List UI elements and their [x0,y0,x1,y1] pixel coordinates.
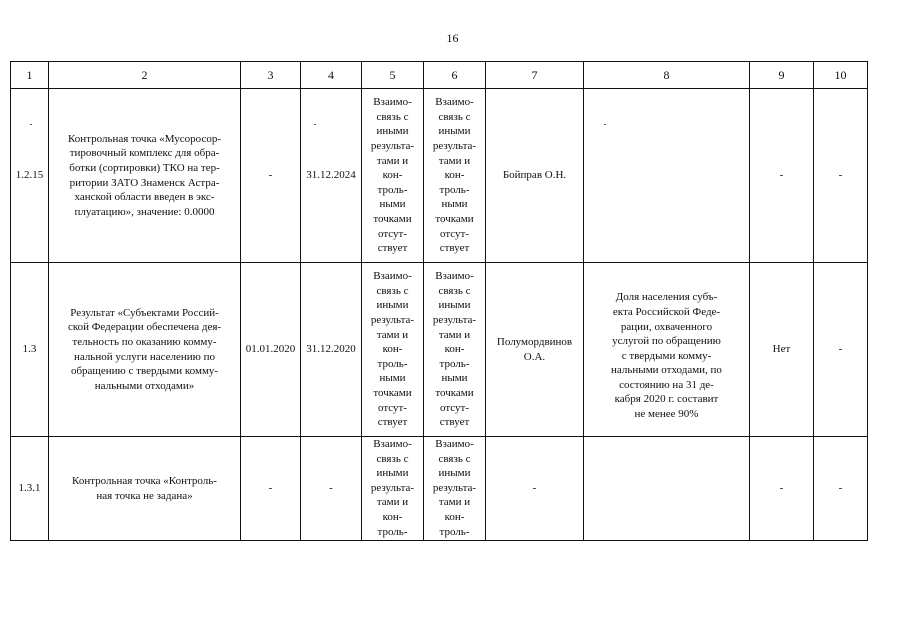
column-header: 4 [301,62,362,89]
end-date: 31.12.2024 [301,89,362,263]
scan-speck [30,124,32,125]
scan-speck [604,124,606,125]
relation-text: Взаимо- связь с иными результа- тами и кон- троль- [432,438,477,538]
page-number: 16 [446,31,459,45]
table-row [11,437,868,541]
relation-text: Взаимо- связь с иными результа- тами и кон- троль- ными точками отсут- ствует [370,96,415,255]
row-number: 1.3.1 [11,437,49,541]
row-description [49,263,241,437]
responsible-person [486,89,584,263]
row-number: 1.2.15 [11,89,49,263]
column-header: 1 [11,62,49,89]
responsible-text: Бойправ О.Н. [502,169,567,182]
row-description-text: Контрольная точка «Контроль- ная точка не задана» [72,474,217,502]
start-date: - [241,437,301,541]
column-10-value: - [814,437,868,541]
table-header-row [11,62,868,89]
row-description-text: Результат «Субъектами Россий- ской Федерации обеспечена дея- тельность по оказанию комму- нальной услуги населению по обращению с твердыми комму- нальными отходами» [67,306,222,392]
relation-text: Взаимо- связь с иными результа- тами и кон- троль- ными точками отсут- ствует [432,270,477,429]
table-row [11,89,868,263]
result-description [584,437,750,541]
column-header: 10 [814,62,868,89]
relation-text: Взаимо- связь с иными результа- тами и кон- троль- ными точками отсут- ствует [432,96,477,255]
result-description [584,263,750,437]
relation-cell [424,263,486,437]
column-header: 8 [584,62,750,89]
column-9-value: - [750,89,814,263]
responsible-person [486,263,584,437]
relation-cell [362,263,424,437]
relation-cell [424,89,486,263]
column-header: 6 [424,62,486,89]
responsible-text: - [532,482,537,495]
column-header: 5 [362,62,424,89]
relation-text: Взаимо- связь с иными результа- тами и кон- троль- [370,438,415,538]
table-row [11,263,868,437]
responsible-text: Полумордвинов О.А. [496,335,573,363]
end-date: 31.12.2020 [301,263,362,437]
column-9-value: Нет [750,263,814,437]
relation-cell [362,437,424,541]
responsible-person [486,437,584,541]
row-description [49,89,241,263]
document-table [10,61,868,541]
column-10-value: - [814,263,868,437]
row-description [49,437,241,541]
scan-speck [314,124,316,125]
column-header: 7 [486,62,584,89]
start-date: - [241,89,301,263]
end-date: - [301,437,362,541]
result-text: Доля населения субъ- екта Российской Феде- рации, охваченного услугой по обращению с твердыми комму- нальными отходами, по состоянию на 31 де- кабря 2020 г. составит не менее 90% [611,291,722,421]
column-header: 3 [241,62,301,89]
result-description [584,89,750,263]
relation-cell [362,89,424,263]
column-header: 9 [750,62,814,89]
column-10-value: - [814,89,868,263]
relation-text: Взаимо- связь с иными результа- тами и кон- троль- ными точками отсут- ствует [370,270,415,429]
row-description-text: Контрольная точка «Мусоросор- тировочный комплекс для обра- ботки (сортировки) ТКО на тер- ритории ЗАТО Знаменск Астра- ханской области введен в экс- плуатацию», значение: 0.0000 [68,132,221,218]
relation-cell [424,437,486,541]
column-9-value: - [750,437,814,541]
row-number: 1.3 [11,263,49,437]
column-header: 2 [49,62,241,89]
start-date: 01.01.2020 [241,263,301,437]
